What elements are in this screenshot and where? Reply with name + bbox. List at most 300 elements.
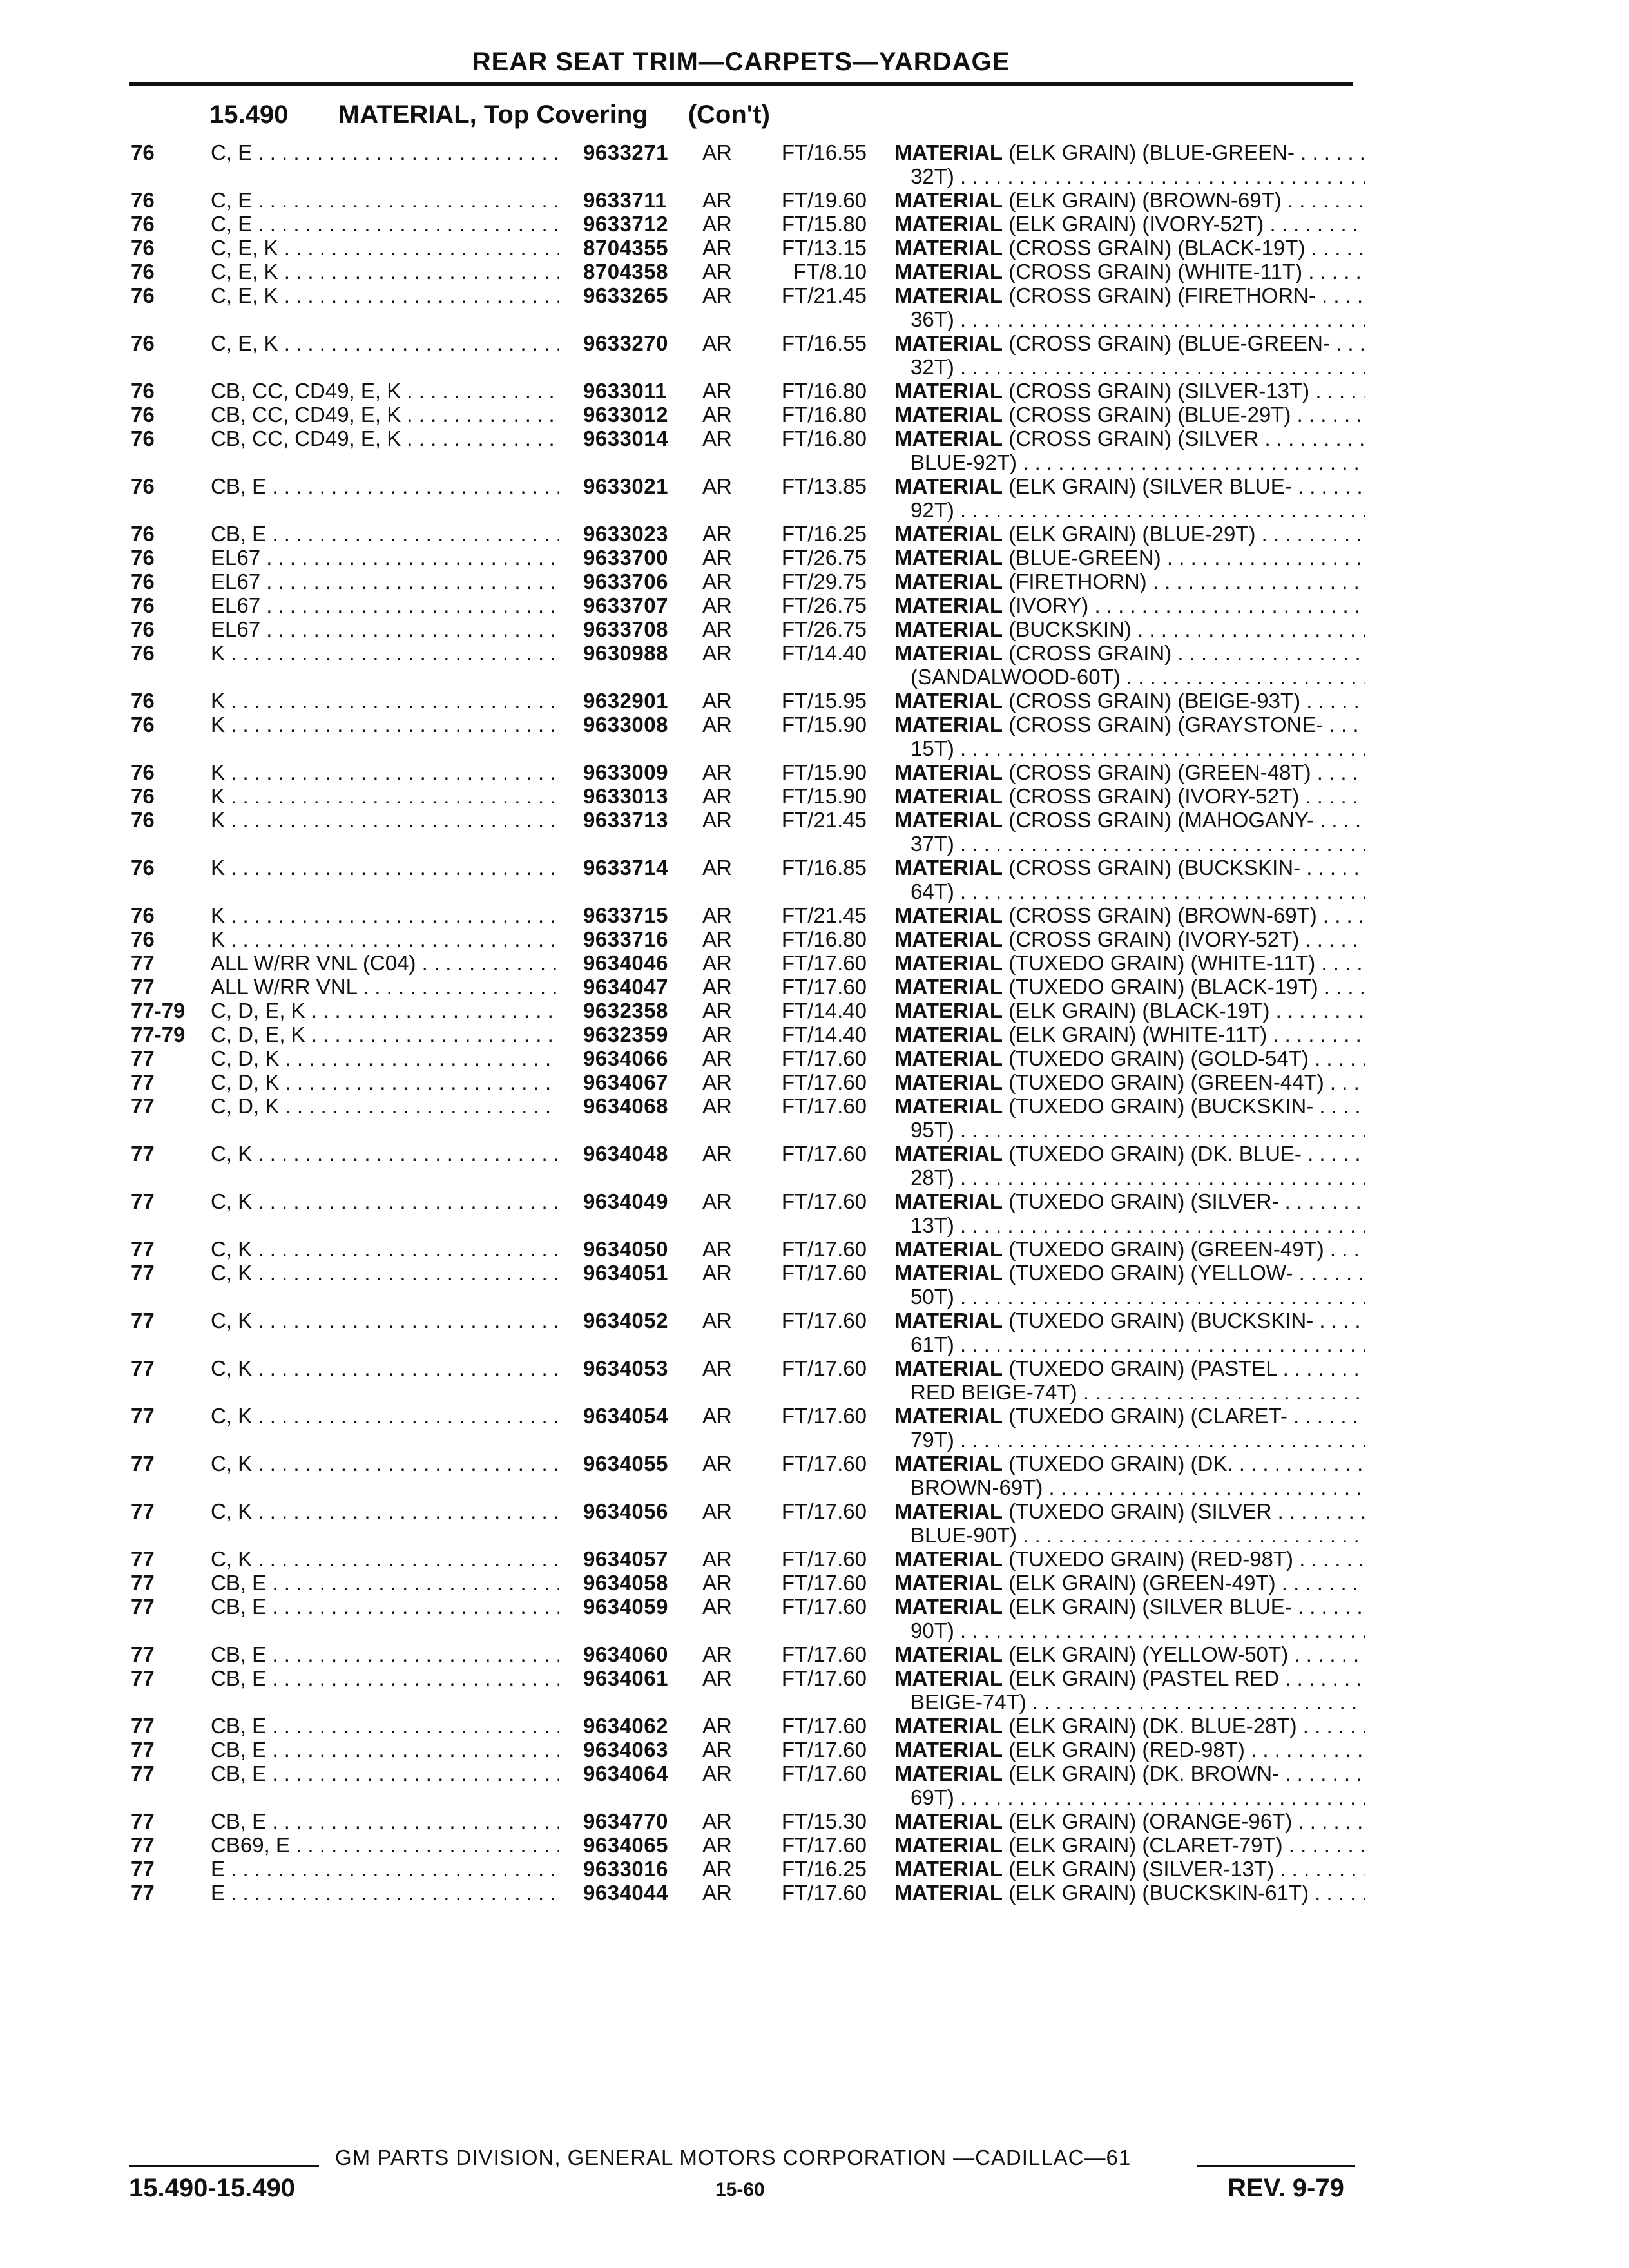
description	[894, 284, 1365, 331]
description	[894, 1046, 1365, 1070]
application: C, D, K . . .	[211, 1094, 559, 1118]
model-year: 77	[131, 951, 155, 975]
page-title: REAR SEAT TRIM—CARPETS—YARDAGE	[472, 48, 1010, 76]
price: FT/16.25	[781, 1857, 867, 1881]
description-line	[894, 1833, 1365, 1857]
quantity: AR	[702, 188, 732, 212]
part-number: 9633012	[583, 403, 668, 427]
description-line	[894, 856, 1365, 879]
price: FT/29.75	[781, 570, 867, 593]
application: EL67 . . .	[211, 593, 559, 617]
quantity: AR	[702, 1094, 732, 1118]
quantity: AR	[702, 1666, 732, 1690]
description-line	[894, 903, 1365, 927]
description-prefix: MATERIAL	[894, 570, 1003, 593]
description-text: (SANDALWOOD-60T)	[911, 665, 1121, 689]
description-prefix: MATERIAL	[894, 593, 1003, 617]
price: FT/14.40	[781, 1023, 867, 1046]
footer-publisher: GM PARTS DIVISION, GENERAL MOTORS CORPORATION —CADILLAC—61	[335, 2146, 1132, 2169]
application: C, K . . .	[211, 1237, 559, 1261]
description-line	[894, 975, 1365, 999]
description-line	[894, 260, 1365, 284]
application: EL67 . . .	[211, 617, 559, 641]
application: K . . .	[211, 641, 559, 665]
description	[894, 713, 1365, 760]
quantity: AR	[702, 951, 732, 975]
description-line	[894, 1475, 1365, 1499]
table-row	[0, 1547, 1629, 1571]
description-prefix: MATERIAL	[894, 1404, 1003, 1428]
description-text: (CROSS GRAIN) (BLUE-GREEN-	[1008, 331, 1330, 355]
description-text: 28T)	[911, 1166, 954, 1189]
description	[894, 1261, 1365, 1309]
application: C, E . . .	[211, 212, 559, 236]
application: E . . .	[211, 1881, 559, 1905]
description-line	[894, 689, 1365, 713]
model-year: 77	[131, 1261, 155, 1285]
application: CB, CC, CD49, E, K . . .	[211, 427, 559, 450]
model-year: 77	[131, 1309, 155, 1332]
description-text: (CROSS GRAIN) (BLACK-19T)	[1008, 236, 1306, 260]
description	[894, 1189, 1365, 1237]
model-year: 77	[131, 1499, 155, 1523]
model-year: 77	[131, 1189, 155, 1213]
part-number: 9634064	[583, 1762, 668, 1785]
price: FT/17.60	[781, 1762, 867, 1785]
application: C, D, E, K . . .	[211, 999, 559, 1023]
table-row	[0, 570, 1629, 593]
description-text: (CROSS GRAIN) (IVORY-52T)	[1008, 784, 1300, 808]
description-text: (ELK GRAIN) (GREEN-49T)	[1008, 1571, 1276, 1595]
price: FT/16.85	[781, 856, 867, 879]
description-text: (CROSS GRAIN) (FIRETHORN-	[1008, 284, 1316, 307]
description-text: (TUXEDO GRAIN) (PASTEL	[1008, 1356, 1277, 1380]
table-row	[0, 1642, 1629, 1666]
price: FT/17.60	[781, 1547, 867, 1571]
table-row	[0, 1881, 1629, 1905]
part-number: 9633271	[583, 140, 668, 164]
part-number: 9634068	[583, 1094, 668, 1118]
description	[894, 1237, 1365, 1261]
description-text: (ELK GRAIN) (DK. BROWN-	[1008, 1762, 1280, 1785]
description-line	[894, 1857, 1365, 1881]
price: FT/17.60	[781, 1714, 867, 1738]
description-line	[894, 1046, 1365, 1070]
description-prefix: MATERIAL	[894, 1070, 1003, 1094]
description-line	[894, 1738, 1365, 1762]
application: C, K . . .	[211, 1499, 559, 1523]
quantity: AR	[702, 1046, 732, 1070]
price: FT/21.45	[781, 903, 867, 927]
description	[894, 617, 1365, 641]
model-year: 76	[131, 927, 155, 951]
application: C, E, K . . .	[211, 236, 559, 260]
description-line	[894, 784, 1365, 808]
description-prefix: MATERIAL	[894, 546, 1003, 570]
table-row	[0, 403, 1629, 427]
application: CB, E . . .	[211, 1738, 559, 1762]
description-line	[894, 1523, 1365, 1547]
part-number: 9633265	[583, 284, 668, 307]
application: K . . .	[211, 856, 559, 879]
description	[894, 975, 1365, 999]
description-prefix: MATERIAL	[894, 212, 1003, 236]
description-line	[894, 546, 1365, 570]
table-row	[0, 760, 1629, 784]
part-number: 9634056	[583, 1499, 668, 1523]
description-text: 13T)	[911, 1213, 954, 1237]
description-prefix: MATERIAL	[894, 1857, 1003, 1881]
description-text: (CROSS GRAIN) (BLUE-29T)	[1008, 403, 1291, 427]
part-number: 9632359	[583, 1023, 668, 1046]
description-text: 15T)	[911, 736, 954, 760]
description-text: (TUXEDO GRAIN) (GREEN-44T)	[1008, 1070, 1324, 1094]
description-text: (ELK GRAIN) (BLUE-29T)	[1008, 522, 1256, 546]
description-line	[894, 522, 1365, 546]
description	[894, 784, 1365, 808]
part-number: 9633016	[583, 1857, 668, 1881]
description-line	[894, 1356, 1365, 1380]
description	[894, 522, 1365, 546]
model-year: 76	[131, 522, 155, 546]
part-number: 9632901	[583, 689, 668, 713]
application: CB, E . . .	[211, 522, 559, 546]
part-number: 9634059	[583, 1595, 668, 1619]
description-prefix: MATERIAL	[894, 260, 1003, 284]
description-line	[894, 474, 1365, 498]
price: FT/16.80	[781, 379, 867, 403]
price: FT/15.30	[781, 1809, 867, 1833]
price: FT/21.45	[781, 284, 867, 307]
description-line	[894, 1595, 1365, 1619]
description	[894, 1833, 1365, 1857]
model-year: 77	[131, 1595, 155, 1619]
description-prefix: MATERIAL	[894, 617, 1003, 641]
description-line	[894, 1261, 1365, 1285]
description-line	[894, 1428, 1365, 1452]
price: FT/14.40	[781, 999, 867, 1023]
price: FT/19.60	[781, 188, 867, 212]
application: EL67 . . .	[211, 570, 559, 593]
model-year: 77	[131, 1857, 155, 1881]
description	[894, 1499, 1365, 1547]
application: C, K . . .	[211, 1404, 559, 1428]
table-row	[0, 236, 1629, 260]
description-line	[894, 1094, 1365, 1118]
description	[894, 1714, 1365, 1738]
description-text: (ELK GRAIN) (BLUE-GREEN-	[1008, 140, 1295, 164]
table-row	[0, 260, 1629, 284]
description	[894, 546, 1365, 570]
quantity: AR	[702, 236, 732, 260]
application: K . . .	[211, 760, 559, 784]
quantity: AR	[702, 1881, 732, 1905]
model-year: 77	[131, 1809, 155, 1833]
part-number: 9633011	[583, 379, 668, 403]
description-text: (TUXEDO GRAIN) (SILVER-	[1008, 1189, 1279, 1213]
description-line	[894, 1118, 1365, 1142]
application: C, K . . .	[211, 1547, 559, 1571]
description	[894, 379, 1365, 403]
part-number: 9634048	[583, 1142, 668, 1166]
description-prefix: MATERIAL	[894, 1833, 1003, 1857]
description-prefix: MATERIAL	[894, 236, 1003, 260]
footer-rule-left	[129, 2165, 319, 2167]
table-row	[0, 379, 1629, 403]
quantity: AR	[702, 1237, 732, 1261]
price: FT/15.90	[781, 784, 867, 808]
description-line	[894, 450, 1365, 474]
description-prefix: MATERIAL	[894, 1356, 1003, 1380]
description-line	[894, 1285, 1365, 1309]
description-line	[894, 188, 1365, 212]
quantity: AR	[702, 1642, 732, 1666]
table-row	[0, 212, 1629, 236]
quantity: AR	[702, 689, 732, 713]
part-number: 9633708	[583, 617, 668, 641]
table-row	[0, 1046, 1629, 1070]
part-number: 9634061	[583, 1666, 668, 1690]
description-prefix: MATERIAL	[894, 284, 1003, 307]
part-number: 9634044	[583, 1881, 668, 1905]
description-text: (ELK GRAIN) (PASTEL RED	[1008, 1666, 1280, 1690]
model-year: 76	[131, 236, 155, 260]
quantity: AR	[702, 403, 732, 427]
price: FT/17.60	[781, 1309, 867, 1332]
model-year: 77	[131, 1714, 155, 1738]
description-line	[894, 379, 1365, 403]
description-prefix: MATERIAL	[894, 1547, 1003, 1571]
description-line	[894, 427, 1365, 450]
application: K . . .	[211, 689, 559, 713]
part-number: 9634047	[583, 975, 668, 999]
footer-page-number: 15-60	[715, 2179, 765, 2200]
description-text: (ELK GRAIN) (BROWN-69T)	[1008, 188, 1282, 212]
description-prefix: MATERIAL	[894, 975, 1003, 999]
description-text: (TUXEDO GRAIN) (GOLD-54T)	[1008, 1046, 1309, 1070]
description-prefix: MATERIAL	[894, 474, 1003, 498]
description	[894, 689, 1365, 713]
model-year: 77	[131, 1142, 155, 1166]
description-line	[894, 951, 1365, 975]
part-number: 9633713	[583, 808, 668, 832]
description-text: (CROSS GRAIN) (BUCKSKIN-	[1008, 856, 1301, 879]
description	[894, 593, 1365, 617]
description	[894, 1857, 1365, 1881]
description-prefix: MATERIAL	[894, 951, 1003, 975]
part-number: 9633013	[583, 784, 668, 808]
model-year: 76	[131, 856, 155, 879]
table-row	[0, 1714, 1629, 1738]
table-row	[0, 474, 1629, 522]
quantity: AR	[702, 140, 732, 164]
description-line	[894, 355, 1365, 379]
description-line	[894, 1023, 1365, 1046]
description-text: 36T)	[911, 307, 954, 331]
quantity: AR	[702, 379, 732, 403]
description	[894, 1094, 1365, 1142]
description-text: 37T)	[911, 832, 954, 856]
application: CB, E . . .	[211, 1714, 559, 1738]
model-year: 76	[131, 140, 155, 164]
price: FT/16.25	[781, 522, 867, 546]
description-prefix: MATERIAL	[894, 784, 1003, 808]
description-text: 79T)	[911, 1428, 954, 1452]
description-text: 50T)	[911, 1285, 954, 1309]
description-prefix: MATERIAL	[894, 427, 1003, 450]
part-number: 9634053	[583, 1356, 668, 1380]
model-year: 76	[131, 689, 155, 713]
description-text: (ELK GRAIN) (BUCKSKIN-61T)	[1008, 1881, 1309, 1905]
price: FT/17.60	[781, 975, 867, 999]
description	[894, 1595, 1365, 1642]
description-text: (TUXEDO GRAIN) (CLARET-	[1008, 1404, 1287, 1428]
description-line	[894, 1070, 1365, 1094]
description-text: (TUXEDO GRAIN) (RED-98T)	[1008, 1547, 1294, 1571]
description-text: 90T)	[911, 1619, 954, 1642]
description	[894, 427, 1365, 474]
description-prefix: MATERIAL	[894, 903, 1003, 927]
quantity: AR	[702, 331, 732, 355]
description-prefix: MATERIAL	[894, 1094, 1003, 1118]
table-row	[0, 903, 1629, 927]
part-number: 9633023	[583, 522, 668, 546]
model-year: 76	[131, 379, 155, 403]
description-text: (ELK GRAIN) (BLACK-19T)	[1008, 999, 1270, 1023]
description	[894, 1356, 1365, 1404]
footer-revision: REV. 9-79	[1228, 2174, 1344, 2202]
quantity: AR	[702, 760, 732, 784]
description-text: (ELK GRAIN) (SILVER BLUE-	[1008, 474, 1292, 498]
description	[894, 212, 1365, 236]
description-prefix: MATERIAL	[894, 1142, 1003, 1166]
description-text: (TUXEDO GRAIN) (SILVER	[1008, 1499, 1272, 1523]
application: C, E, K . . .	[211, 284, 559, 307]
price: FT/16.80	[781, 427, 867, 450]
description-text: (CROSS GRAIN) (IVORY-52T)	[1008, 927, 1300, 951]
description-prefix: MATERIAL	[894, 641, 1003, 665]
part-number: 9634055	[583, 1452, 668, 1475]
description	[894, 1452, 1365, 1499]
model-year: 77	[131, 1571, 155, 1595]
quantity: AR	[702, 474, 732, 498]
model-year: 76	[131, 760, 155, 784]
price: FT/17.60	[781, 1738, 867, 1762]
description-text: (CROSS GRAIN) (WHITE-11T)	[1008, 260, 1303, 284]
description-text: (CROSS GRAIN) (GREEN-48T)	[1008, 760, 1311, 784]
model-year: 77	[131, 1070, 155, 1094]
application: CB, CC, CD49, E, K . . .	[211, 379, 559, 403]
part-number: 9633712	[583, 212, 668, 236]
description	[894, 760, 1365, 784]
table-row	[0, 808, 1629, 856]
quantity: AR	[702, 641, 732, 665]
table-row	[0, 140, 1629, 188]
description-text: (ELK GRAIN) (RED-98T)	[1008, 1738, 1245, 1762]
description-text: 32T)	[911, 164, 954, 188]
description	[894, 1142, 1365, 1189]
part-number: 9633014	[583, 427, 668, 450]
table-row	[0, 284, 1629, 331]
description-text: (ELK GRAIN) (SILVER-13T)	[1008, 1857, 1275, 1881]
table-row	[0, 427, 1629, 474]
description-text: (ELK GRAIN) (IVORY-52T)	[1008, 212, 1264, 236]
quantity: AR	[702, 1309, 732, 1332]
description-line	[894, 403, 1365, 427]
description	[894, 999, 1365, 1023]
table-row	[0, 641, 1629, 689]
description-line	[894, 1619, 1365, 1642]
price: FT/13.85	[781, 474, 867, 498]
description-prefix: MATERIAL	[894, 1762, 1003, 1785]
table-row	[0, 1499, 1629, 1547]
quantity: AR	[702, 975, 732, 999]
application: CB, E . . .	[211, 1809, 559, 1833]
part-number: 9630988	[583, 641, 668, 665]
description-line	[894, 1213, 1365, 1237]
description	[894, 1642, 1365, 1666]
description-text: (ELK GRAIN) (YELLOW-50T)	[1008, 1642, 1289, 1666]
table-row	[0, 522, 1629, 546]
application: C, K . . .	[211, 1452, 559, 1475]
table-row	[0, 1189, 1629, 1237]
part-number: 9633716	[583, 927, 668, 951]
quantity: AR	[702, 284, 732, 307]
description-line	[894, 498, 1365, 522]
application: EL67 . . .	[211, 546, 559, 570]
description-text: (ELK GRAIN) (SILVER BLUE-	[1008, 1595, 1292, 1619]
quantity: AR	[702, 1142, 732, 1166]
model-year: 76	[131, 593, 155, 617]
quantity: AR	[702, 1070, 732, 1094]
application: C, D, E, K . . .	[211, 1023, 559, 1046]
model-year: 76	[131, 903, 155, 927]
description	[894, 260, 1365, 284]
description-text: BEIGE-74T)	[911, 1690, 1027, 1714]
part-number: 9633008	[583, 713, 668, 736]
price: FT/17.60	[781, 1833, 867, 1857]
description-line	[894, 570, 1365, 593]
description-line	[894, 1499, 1365, 1523]
part-number: 8704355	[583, 236, 668, 260]
description-text: (ELK GRAIN) (ORANGE-96T)	[1008, 1809, 1293, 1833]
description	[894, 1404, 1365, 1452]
table-row	[0, 1833, 1629, 1857]
description-line	[894, 1380, 1365, 1404]
table-row	[0, 546, 1629, 570]
price: FT/17.60	[781, 1356, 867, 1380]
price: FT/16.55	[781, 140, 867, 164]
description-line	[894, 999, 1365, 1023]
description-line	[894, 1452, 1365, 1475]
description	[894, 474, 1365, 522]
description	[894, 1309, 1365, 1356]
application: C, E . . .	[211, 140, 559, 164]
model-year: 76	[131, 331, 155, 355]
description-prefix: MATERIAL	[894, 1642, 1003, 1666]
price: FT/15.80	[781, 212, 867, 236]
description	[894, 403, 1365, 427]
model-year: 76	[131, 260, 155, 284]
model-year: 76	[131, 427, 155, 450]
part-number: 9634046	[583, 951, 668, 975]
description-line	[894, 1404, 1365, 1428]
model-year: 77	[131, 1642, 155, 1666]
part-number: 9634770	[583, 1809, 668, 1833]
description	[894, 951, 1365, 975]
model-year: 77	[131, 1881, 155, 1905]
description-text: (ELK GRAIN) (WHITE-11T)	[1008, 1023, 1268, 1046]
